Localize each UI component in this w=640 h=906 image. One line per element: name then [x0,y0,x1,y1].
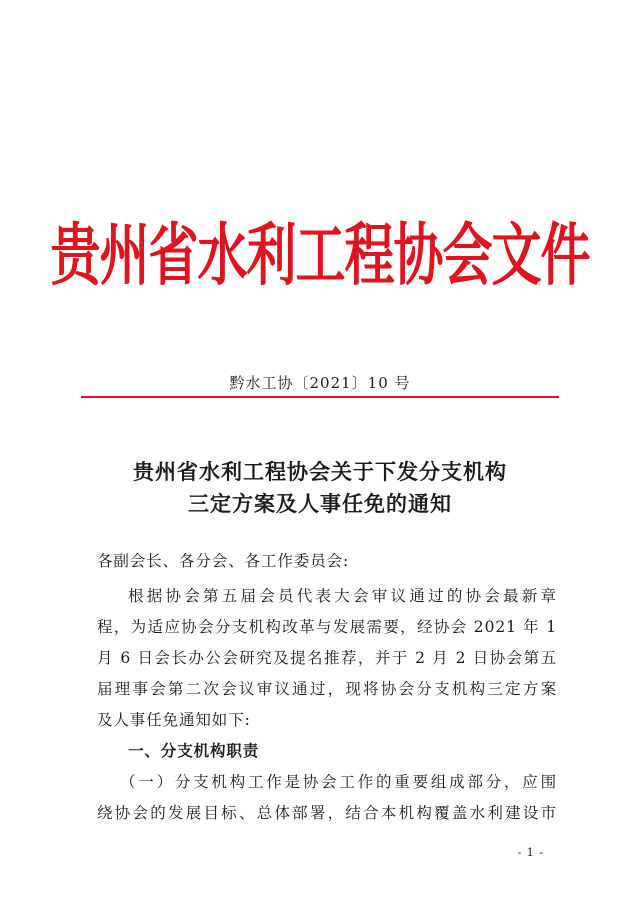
document-masthead: 贵州省水利工程协会文件 [50,216,590,295]
section-1-heading: 一、分支机构职责 [128,742,260,760]
salutation: 各副会长、各分会、各工作委员会: [97,552,350,570]
red-divider-line [81,396,559,398]
item-1-line-1: （一）分支机构工作是协会工作的重要组成部分，应围 [120,773,557,791]
notice-title-line-1: 贵州省水利工程协会关于下发分支机构 [133,459,507,484]
body-line-5: 及人事任免通知如下: [97,711,251,729]
item-1-line-2: 绕协会的发展目标、总体部署，结合本机构覆盖水利建设市 [97,804,557,822]
notice-title-line-2: 三定方案及人事任免的通知 [188,491,452,516]
body-line-4: 届理事会第二次会议审议通过，现将协会分支机构三定方案 [97,680,557,698]
body-line-2: 程，为适应协会分支机构改革与发展需要，经协会 2021 年 1 [97,618,557,636]
document-number: 黔水工协〔2021〕10 号 [229,374,411,392]
page-number: - 1 - [517,846,544,859]
body-line-1: 根据协会第五届会员代表大会审议通过的协会最新章 [128,587,557,605]
body-line-3: 月 6 日会长办公会研究及提名推荐，并于 2 月 2 日协会第五 [97,649,557,667]
